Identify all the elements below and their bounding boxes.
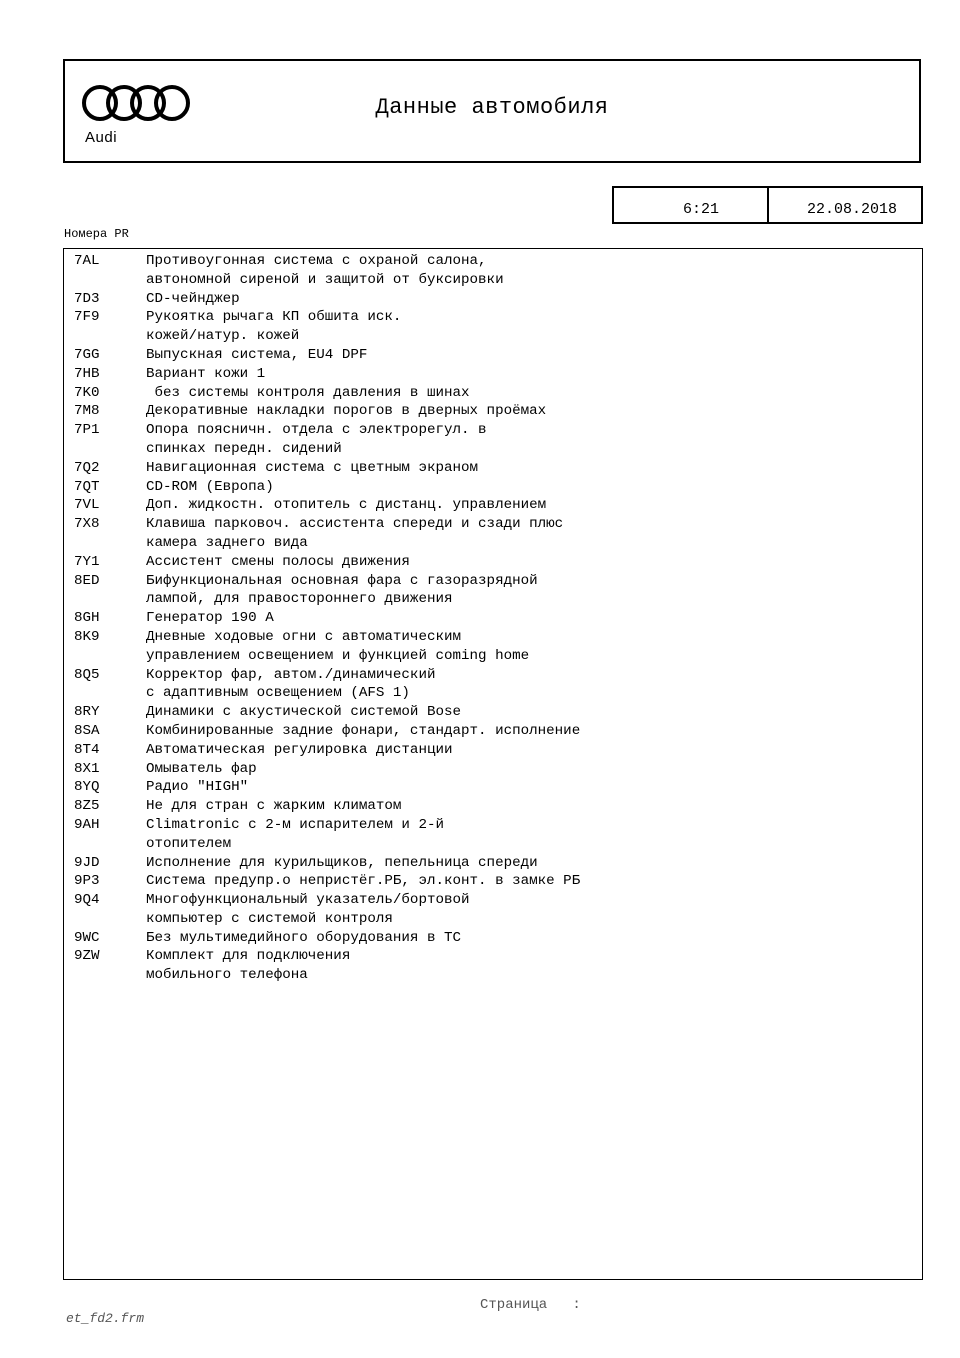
pr-code: 7Y1 <box>74 553 100 570</box>
list-item <box>74 741 894 760</box>
pr-code: 8K9 <box>74 628 100 645</box>
pr-code: 8GH <box>74 610 100 627</box>
pr-description: лампой, для правостороннего движения <box>146 591 453 608</box>
list-item <box>74 647 894 666</box>
pr-code <box>74 271 146 290</box>
pr-description: Навигационная система с цветным экраном <box>146 459 479 476</box>
pr-code: 8SA <box>74 722 100 739</box>
pr-description: компьютер с системой контроля <box>146 910 393 927</box>
pr-description: кожей/натур. кожей <box>146 328 300 345</box>
list-item <box>74 891 894 910</box>
list-item <box>74 835 894 854</box>
pr-description: автономной сиреной и защитой от буксировки <box>146 271 504 288</box>
list-item <box>74 346 894 365</box>
list-item <box>74 478 894 497</box>
pr-code: 7AL <box>74 253 100 269</box>
list-item <box>74 854 894 873</box>
pr-code <box>74 440 146 459</box>
pr-description: отопителем <box>146 835 232 852</box>
pr-code <box>74 327 146 346</box>
list-item <box>74 666 894 685</box>
list-item <box>74 722 894 741</box>
pr-code: 9WC <box>74 929 100 946</box>
brand-name: Audi <box>85 129 118 146</box>
pr-description: Бифункциональная основная фара с газоразрядной <box>146 572 538 589</box>
pr-code <box>74 910 146 929</box>
list-item <box>74 703 894 722</box>
pr-code: 7Q2 <box>74 459 100 476</box>
pr-codes-box <box>63 248 923 1280</box>
list-item <box>74 966 894 985</box>
form-name: et_fd2.frm <box>66 1311 145 1326</box>
pr-code: 8T4 <box>74 741 100 758</box>
list-item <box>74 872 894 891</box>
pr-description: Комбинированные задние фонари, стандарт. исполнение <box>146 722 581 739</box>
list-item <box>74 534 894 553</box>
pr-code: 8RY <box>74 704 100 721</box>
pr-description: Система предупр.о непристёг.РБ, эл.конт. в замке РБ <box>146 873 581 890</box>
list-item <box>74 402 894 421</box>
page-number-label: Страница : <box>480 1297 581 1313</box>
list-item <box>74 440 894 459</box>
list-item <box>74 421 894 440</box>
pr-description: спинках передн. сидений <box>146 440 342 457</box>
timestamp-box <box>612 186 923 224</box>
pr-description: Выпускная система, EU4 DPF <box>146 346 368 363</box>
pr-code: 7P1 <box>74 422 100 439</box>
list-item <box>74 778 894 797</box>
list-item <box>74 252 894 271</box>
pr-description: Комплект для подключения <box>146 948 351 965</box>
list-item <box>74 590 894 609</box>
pr-code: 7HB <box>74 365 100 382</box>
pr-description: Радио "HIGH" <box>146 779 249 796</box>
pr-code: 7VL <box>74 497 100 514</box>
list-item <box>74 496 894 515</box>
pr-code: 7F9 <box>74 309 100 326</box>
pr-description: Climatronic с 2-м испарителем и 2-й <box>146 816 444 833</box>
pr-code <box>74 966 146 985</box>
pr-description: Декоративные накладки порогов в дверных проёмах <box>146 403 547 420</box>
document-header <box>63 59 921 163</box>
pr-description: Исполнение для курильщиков, пепельница спереди <box>146 854 538 871</box>
pr-description: камера заднего вида <box>146 534 308 551</box>
pr-description: Противоугонная система с охраной салона, <box>146 253 487 269</box>
pr-description: без системы контроля давления в шинах <box>146 384 470 401</box>
pr-description: CD-чейнджер <box>146 290 240 307</box>
pr-description: Многофункциональный указатель/бортовой <box>146 892 470 909</box>
list-item <box>74 910 894 929</box>
pr-description: Генератор 190 A <box>146 610 274 627</box>
pr-description: CD-ROM (Европа) <box>146 478 274 495</box>
list-item <box>74 308 894 327</box>
pr-description: мобильного телефона <box>146 967 308 984</box>
date-cell: 22.08.2018 <box>806 201 897 218</box>
list-item <box>74 384 894 403</box>
pr-code: 8Q5 <box>74 666 100 683</box>
list-item <box>74 553 894 572</box>
list-item <box>74 327 894 346</box>
pr-description: Автоматическая регулировка дистанции <box>146 741 453 758</box>
pr-code: 7GG <box>74 346 100 363</box>
section-label: Номера PR <box>64 227 129 241</box>
pr-description: Без мультимедийного оборудования в ТС <box>146 929 462 946</box>
pr-code: 9AH <box>74 816 100 833</box>
pr-code <box>74 684 146 703</box>
pr-code: 8X1 <box>74 760 100 777</box>
pr-code: 9ZW <box>74 948 100 965</box>
pr-code: 7K0 <box>74 384 100 401</box>
pr-description: Рукоятка рычага КП обшита иск. <box>146 309 402 326</box>
pr-description: Не для стран с жарким климатом <box>146 798 402 815</box>
list-item <box>74 797 894 816</box>
pr-code <box>74 835 146 854</box>
pr-description: Корректор фар, автом./динамический <box>146 666 436 683</box>
page-title: Данные автомобиля <box>375 95 609 120</box>
pr-description: Клавиша парковоч. ассистента спереди и сзади плюс <box>146 516 564 533</box>
list-item <box>74 816 894 835</box>
list-item <box>74 760 894 779</box>
list-item <box>74 515 894 534</box>
list-item <box>74 609 894 628</box>
pr-code: 8Z5 <box>74 798 100 815</box>
pr-description: Опора поясничн. отдела с электрорегул. в <box>146 422 487 439</box>
pr-description: Дневные ходовые огни с автоматическим <box>146 628 462 645</box>
pr-code: 7D3 <box>74 290 100 307</box>
list-item <box>74 365 894 384</box>
pr-description: Вариант кожи 1 <box>146 365 266 382</box>
pr-code <box>74 647 146 666</box>
time-cell: 6:21 <box>614 188 769 222</box>
pr-code: 7M8 <box>74 403 100 420</box>
pr-code <box>74 534 146 553</box>
pr-code: 9P3 <box>74 873 100 890</box>
pr-description: Омыватель фар <box>146 760 257 777</box>
pr-description: Ассистент смены полосы движения <box>146 553 410 570</box>
pr-code <box>74 590 146 609</box>
pr-description: Доп. жидкостн. отопитель с дистанц. управлением <box>146 497 547 514</box>
list-item <box>74 684 894 703</box>
pr-code: 8YQ <box>74 779 100 796</box>
list-item <box>74 271 894 290</box>
list-item <box>74 459 894 478</box>
pr-description: Динамики с акустической системой Bose <box>146 704 462 721</box>
pr-code: 9Q4 <box>74 892 100 909</box>
pr-description: с адаптивным освещением (AFS 1) <box>146 685 410 702</box>
list-item <box>74 929 894 948</box>
list-item <box>74 572 894 591</box>
list-item <box>74 628 894 647</box>
pr-codes-list <box>74 252 894 985</box>
pr-code: 7X8 <box>74 516 100 533</box>
list-item <box>74 947 894 966</box>
pr-code: 7QT <box>74 478 100 495</box>
pr-code: 8ED <box>74 572 100 589</box>
list-item <box>74 290 894 309</box>
pr-description: управлением освещением и функцией coming home <box>146 647 530 664</box>
pr-code: 9JD <box>74 854 100 871</box>
